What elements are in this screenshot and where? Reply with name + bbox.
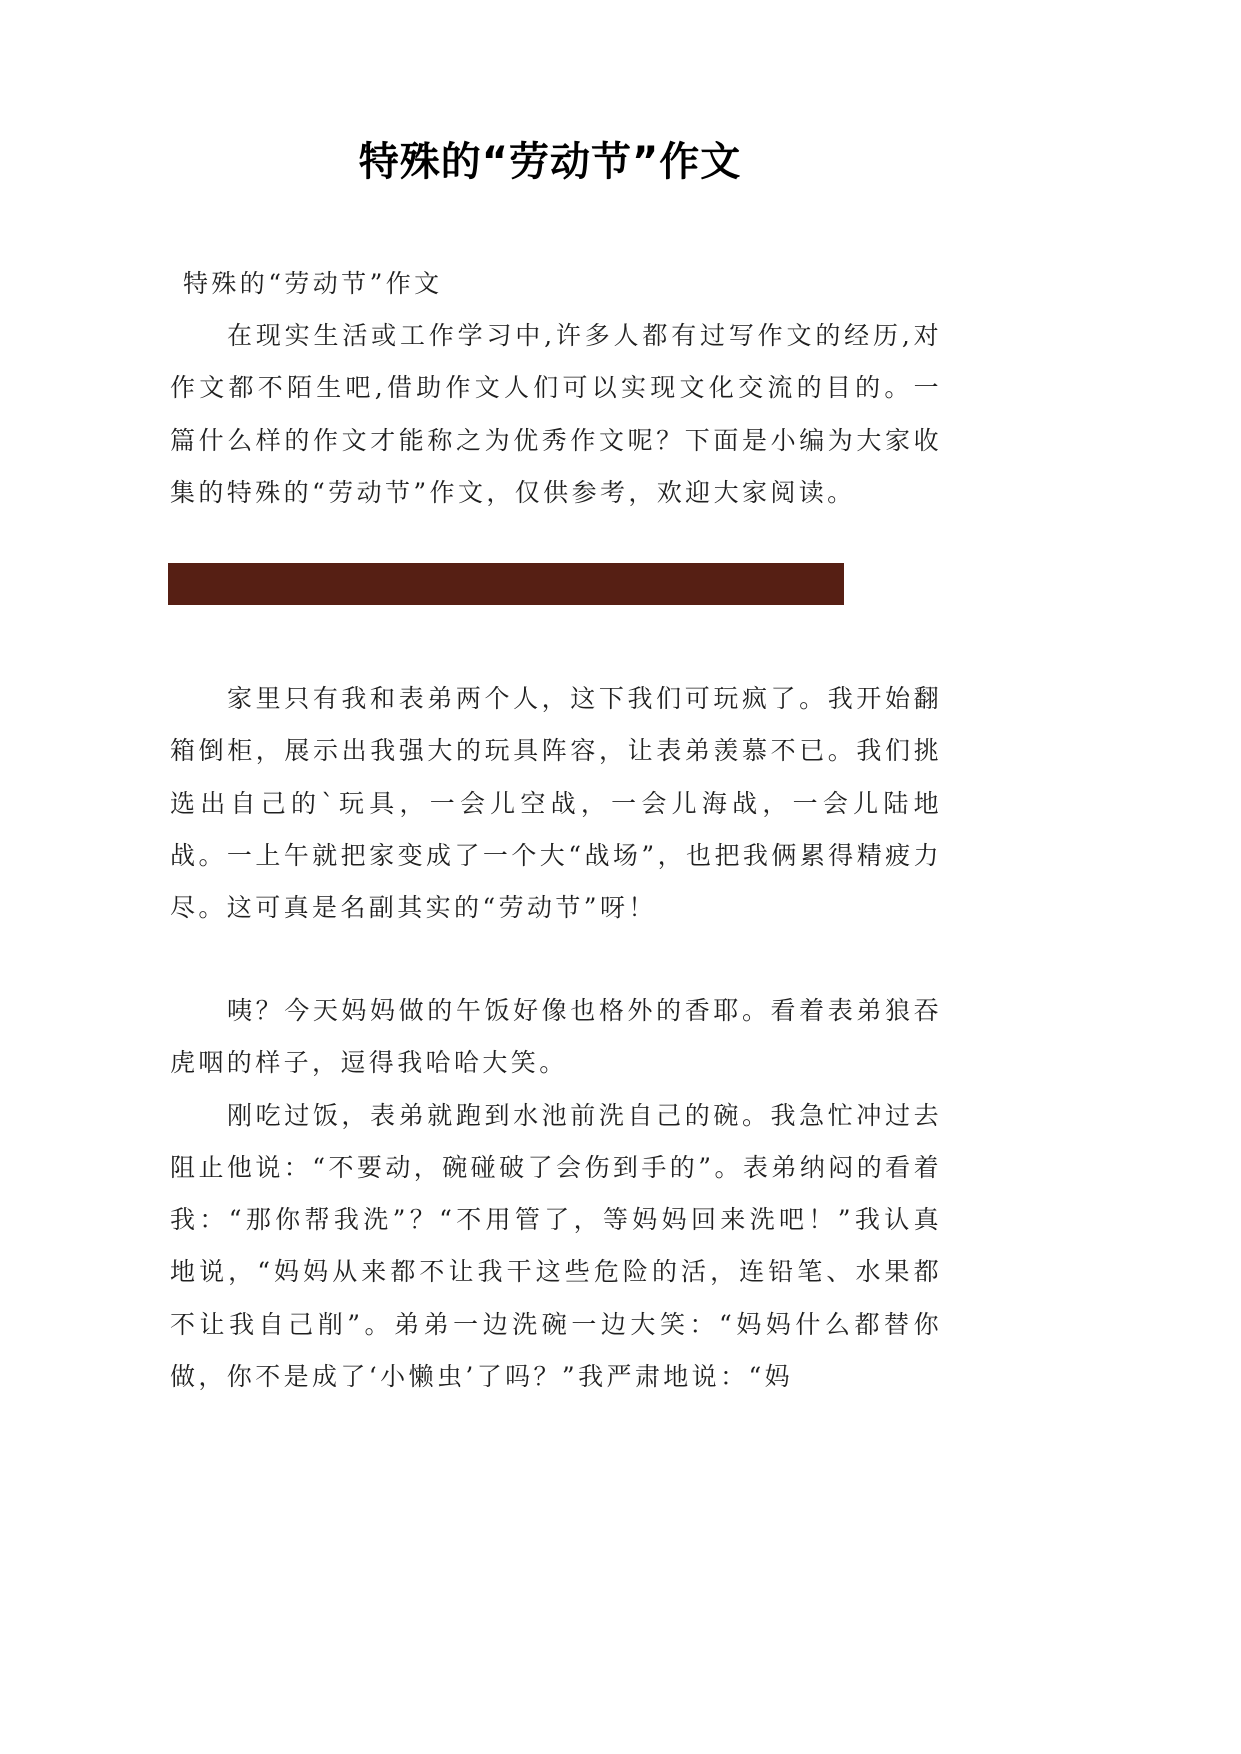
intro-section [170, 310, 942, 519]
story-paragraph-2: 咦？今天妈妈做的午饭好像也格外的香耶。看着表弟狼吞虎咽的样子，逗得我哈哈大笑。 [170, 996, 942, 1078]
document-title: 特殊的“劳动节”作文 [358, 139, 742, 185]
story-section-1 [170, 673, 942, 934]
story-section-2 [170, 985, 942, 1403]
intro-paragraph: 在现实生活或工作学习中,许多人都有过写作文的经历,对作文都不陌生吧,借助作文人们可以实现文化交流的目的。一篇什么样的作文才能称之为优秀作文呢？下面是小编为大家收集的特殊的“劳动节”作文，仅供参考，欢迎大家阅读。 [170, 321, 942, 507]
document-subtitle: 特殊的“劳动节”作文 [183, 269, 443, 298]
divider-bar [168, 563, 844, 605]
story-paragraph-1: 家里只有我和表弟两个人，这下我们可玩疯了。我开始翻箱倒柜，展示出我强大的玩具阵容，让表弟羡慕不已。我们挑选出自己的`玩具，一会儿空战，一会儿海战，一会儿陆地战。一上午就把家变成了一个大“战场”，也把我俩累得精疲力尽。这可真是名副其实的“劳动节”呀！ [170, 684, 942, 923]
story-paragraph-3: 刚吃过饭，表弟就跑到水池前洗自己的碗。我急忙冲过去阻止他说：“不要动，碗碰破了会伤到手的”。表弟纳闷的看着我：“那你帮我洗”？“不用管了，等妈妈回来洗吧！”我认真地说，“妈妈从来都不让我干这些危险的活，连铅笔、水果都不让我自己削”。弟弟一边洗碗一边大笑：“妈妈什么都替你做，你不是成了‘小懒虫’了吗？”我严肃地说：“妈 [170, 1100, 942, 1392]
